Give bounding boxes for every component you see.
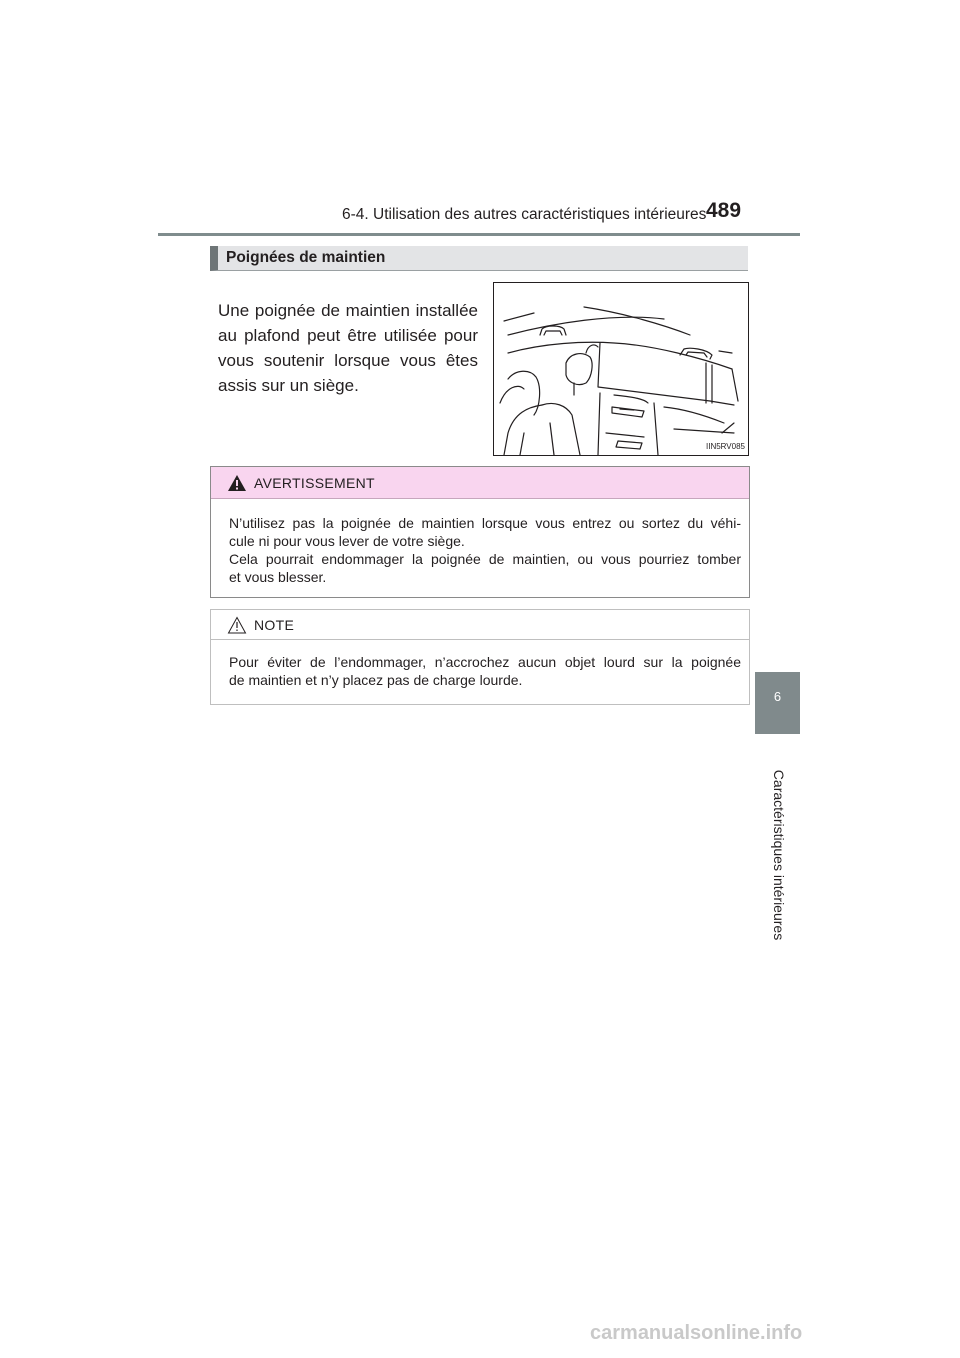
warning-triangle-icon	[227, 474, 247, 492]
section-body-text: Une poignée de maintien installée au plafond peut être utilisée pour vous soutenir lorsque vous êtes assis sur un siège.	[218, 301, 478, 395]
figure-code: IIN5RV085	[706, 442, 745, 451]
chapter-tab-number: 6	[773, 689, 782, 704]
note-line: Pour éviter de l’endommager, n’accrochez aucun objet lourd sur la poignée	[229, 654, 741, 670]
chapter-side-label: Caractéristiques intérieures	[771, 769, 787, 941]
warning-line: N’utilisez pas la poignée de maintien lorsque vous entrez ou sortez du véhi-	[229, 515, 741, 531]
running-header-title: 6-4. Utilisation des autres caractéristiques intérieures	[342, 206, 707, 223]
note-box	[210, 609, 750, 705]
section-heading: Poignées de maintien	[226, 249, 386, 266]
note-header	[211, 610, 749, 640]
note-text	[229, 653, 741, 689]
assist-grip-illustration	[493, 282, 749, 456]
header-rule	[158, 233, 800, 236]
warning-line: Cela pourrait endommager la poignée de maintien, ou vous pourriez tomber	[229, 551, 741, 567]
warning-line: cule ni pour vous lever de votre siège.	[229, 533, 465, 549]
warning-line: et vous blesser.	[229, 569, 327, 585]
note-title: NOTE	[254, 617, 295, 633]
caution-outline-icon	[227, 616, 247, 634]
note-line: de maintien et n’y placez pas de charge lourde.	[229, 672, 523, 688]
warning-box	[210, 466, 750, 598]
watermark: carmanualsonline.info	[590, 1322, 803, 1344]
warning-header	[211, 467, 749, 499]
warning-text	[229, 514, 741, 586]
page-number: 489	[706, 199, 742, 222]
car-interior-drawing	[494, 283, 748, 455]
warning-title: AVERTISSEMENT	[254, 475, 375, 491]
section-heading-bar	[210, 246, 748, 271]
